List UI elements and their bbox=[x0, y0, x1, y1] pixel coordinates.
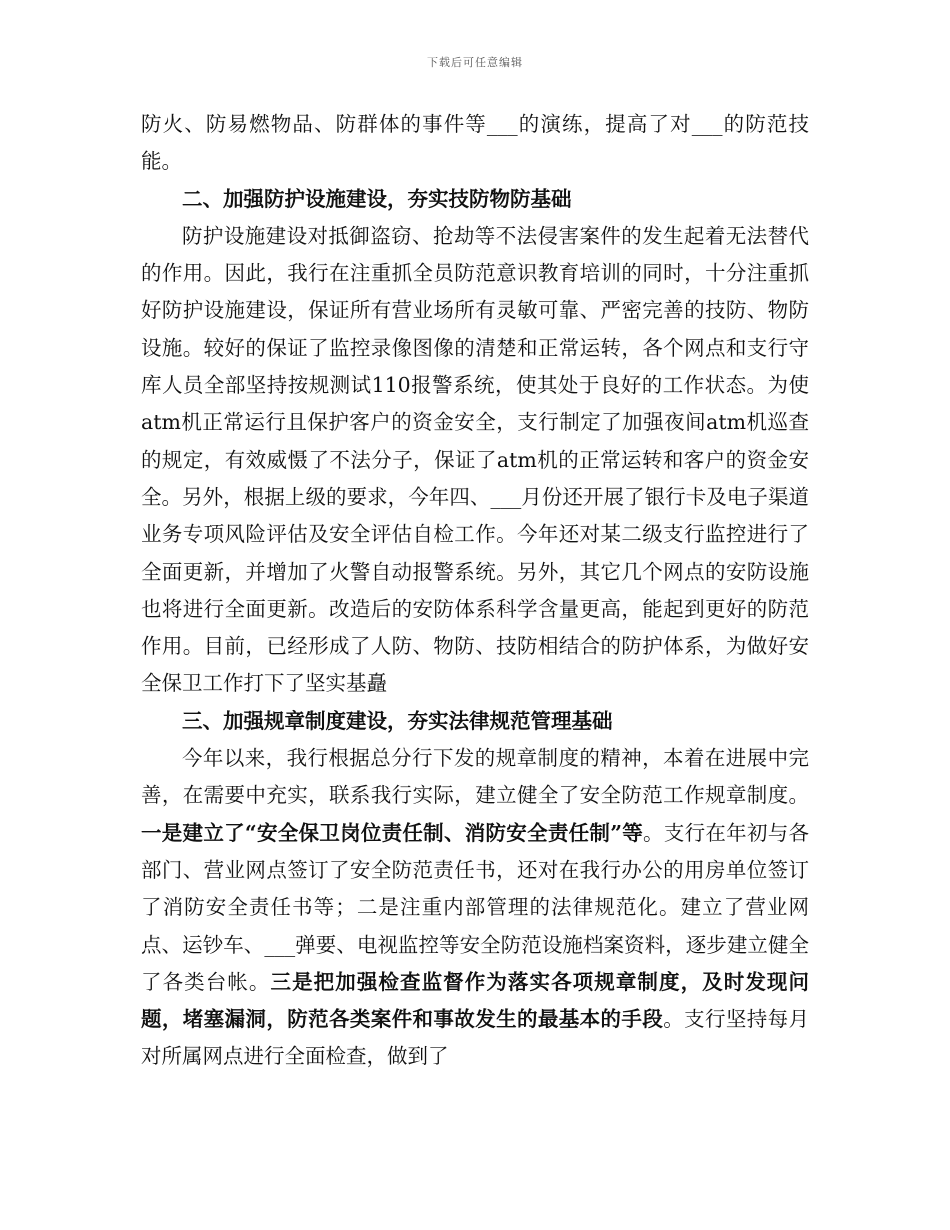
continued-paragraph: 防火、防易燃物品、防群体的事件等___的演练，提高了对___的防范技能。 bbox=[141, 112, 809, 174]
section-3-bold-2: 三是把加强检查监督作为落实各项规章制度，及时发现问题，堵塞漏洞，防范各类案件和事故发生的最基本的手段 bbox=[141, 969, 809, 1032]
section-heading-2: 二、加强防护设施建设，夯实技防物防基础 bbox=[182, 186, 572, 211]
section-3-text-1: 今年以来，我行根据总分行下发的规章制度的精神，本着在进展中完善，在需要中充实，联系我行实际，建立健全了安全防范工作规章制度。 bbox=[141, 746, 809, 808]
section-heading-3: 三、加强规章制度建设，夯实法律规范管理基础 bbox=[182, 708, 613, 733]
section-3-text-3: 。支行坚持每月对所属网点进行全面检查，做到了 bbox=[141, 1007, 810, 1069]
section-3-text-2: 。支行在年初与各部门、营业网点签订了安全防范责任书，还对在我行办公的用房单位签订了消防安全责任书等；二是注重内部管理的法律规范化。建立了营业网点、运钞车、___弹要、电视监控等安全防范设施档案资料，逐步建立健全了各类台帐。 bbox=[141, 820, 809, 994]
section-3-paragraph bbox=[141, 740, 809, 1076]
page-header: 下载后可任意编辑 bbox=[427, 56, 523, 69]
section-3-bold-1: 一是建立了“安全保卫岗位责任制、消防安全责任制”等 bbox=[141, 820, 644, 845]
document-body bbox=[141, 106, 809, 1076]
section-2-paragraph: 防护设施建设对抵御盗窃、抢劫等不法侵害案件的发生起着无法替代的作用。因此，我行在注重抓全员防范意识教育培训的同时，十分注重抓好防护设施建设，保证所有营业场所有灵敏可靠、严密完善的技防、物防设施。较好的保证了监控录像图像的清楚和正常运转，各个网点和支行守库人员全部坚持按规测试110报警系统，使其处于良好的工作状态。为使atm机正常运行且保护客户的资金安全，支行制定了加强夜间atm机巡查的规定，有效威慑了不法分子，保证了atm机的正常运转和客户的资金安全。另外，根据上级的要求，今年四、___月份还开展了银行卡及电子渠道业务专项风险评估及安全评估自检工作。今年还对某二级支行监控进行了全面更新，并增加了火警自动报警系统。另外，其它几个网点的安防设施也将进行全面更新。改造后的安防体系科学含量更高，能起到更好的防范作用。目前，已经形成了人防、物防、技防相结合的防护体系，为做好安全保卫工作打下了坚实基矗 bbox=[141, 223, 809, 696]
